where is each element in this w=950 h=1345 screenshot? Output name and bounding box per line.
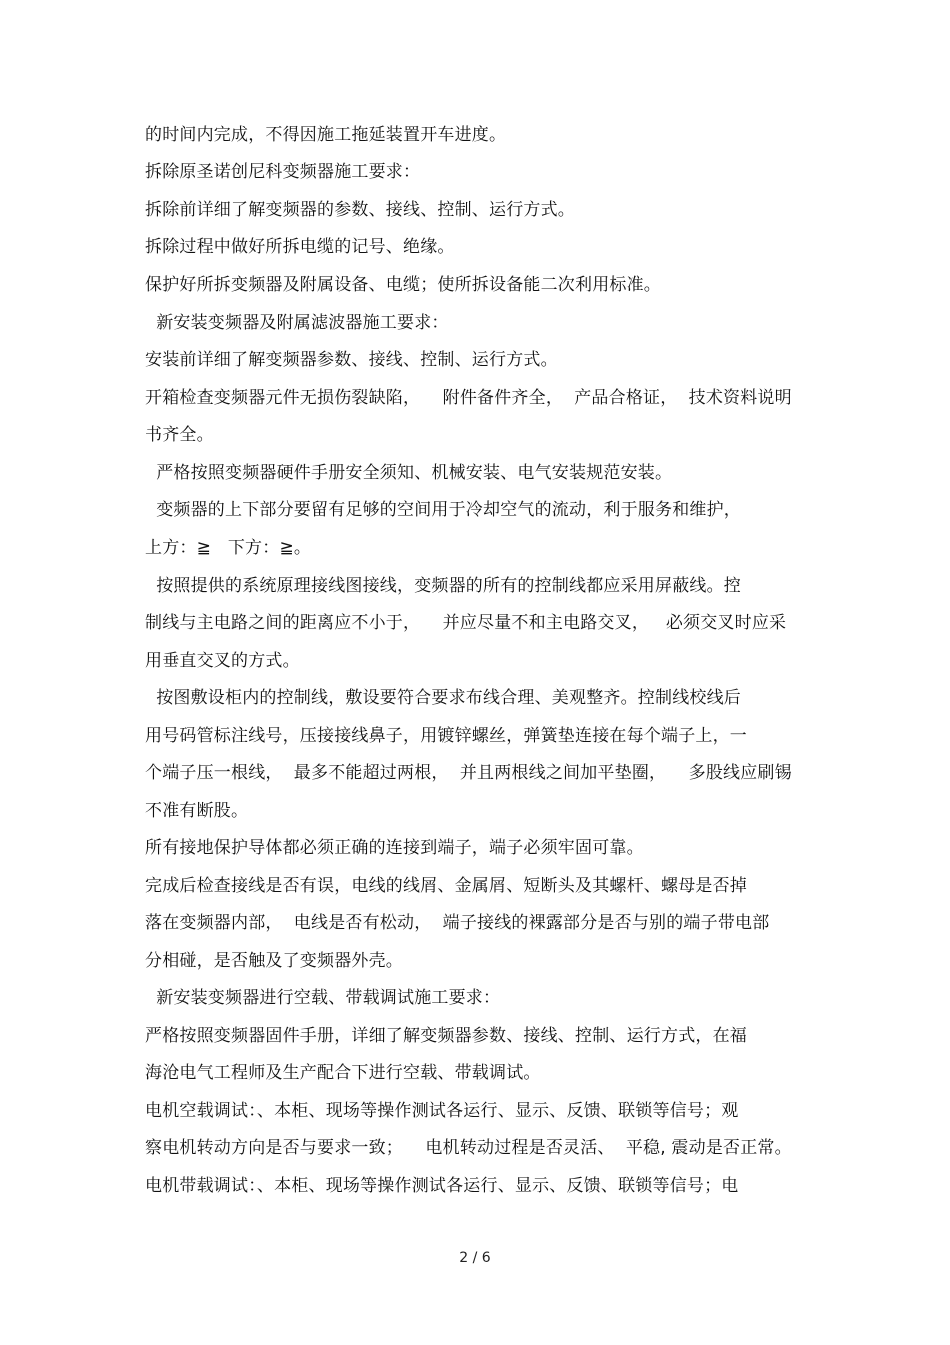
text-line: 不准有断股。 [145, 801, 249, 821]
text-line: 所有接地保护导体都必须正确的连接到端子，端子必须牢固可靠。 [145, 838, 644, 858]
text-line: 保护好所拆变频器及附属设备、电缆；使所拆设备能二次利用标准。 [145, 275, 661, 295]
text-line: 按照提供的系统原理接线图接线，变频器的所有的控制线都应采用屏蔽线。控 [145, 576, 742, 596]
text-line: 开箱检查变频器元件无损伤裂缺陷， 附件备件齐全， 产品合格证， 技术资料说明 [145, 388, 792, 408]
text-line: 电机带载调试：、本柜、现场等操作测试各运行、显示、反馈、联锁等信号；电 [145, 1176, 739, 1196]
text-line: 严格按照变频器硬件手册安全须知、机械安装、电气安装规范安装。 [145, 463, 673, 483]
text-line: 拆除原圣诺创尼科变频器施工要求： [145, 162, 421, 182]
text-line: 海沧电气工程师及生产配合下进行空载、带载调试。 [145, 1063, 541, 1083]
text-line: 拆除前详细了解变频器的参数、接线、控制、运行方式。 [145, 200, 575, 220]
text-line: 完成后检查接线是否有误，电线的线屑、金属屑、短断头及其螺杆、螺母是否掉 [145, 876, 747, 896]
text-line: 严格按照变频器固件手册，详细了解变频器参数、接线、控制、运行方式，在福 [145, 1026, 747, 1046]
text-line: 按图敷设柜内的控制线，敷设要符合要求布线合理、美观整齐。控制线校线后 [145, 688, 742, 708]
text-line: 用垂直交叉的方式。 [145, 651, 300, 671]
text-line: 落在变频器内部， 电线是否有松动， 端子接线的裸露部分是否与别的端子带电部 [145, 913, 770, 933]
text-line: 上方：≧ 下方：≧。 [145, 538, 312, 558]
section-heading: 新安装变频器及附属滤波器施工要求： [145, 313, 449, 333]
text-line: 个端子压一根线， 最多不能超过两根， 并且两根线之间加平垫圈， 多股线应刷锡 [145, 763, 792, 783]
text-line: 分相碰，是否触及了变频器外壳。 [145, 951, 403, 971]
text-line: 制线与主电路之间的距离应不小于， 并应尽量不和主电路交叉， 必须交叉时应采 [145, 613, 787, 633]
text-line: 的时间内完成，不得因施工拖延装置开车进度。 [145, 125, 507, 145]
page-number: 2 / 6 [459, 1250, 491, 1266]
text-line: 察电机转动方向是否与要求一致； 电机转动过程是否灵活、 平稳, 震动是否正常。 [145, 1138, 792, 1158]
text-line: 用号码管标注线号，压接接线鼻子，用镀锌螺丝，弹簧垫连接在每个端子上，一 [145, 726, 747, 746]
section-heading: 新安装变频器进行空载、带载调试施工要求： [145, 988, 501, 1008]
text-line: 安装前详细了解变频器参数、接线、控制、运行方式。 [145, 350, 558, 370]
text-line: 拆除过程中做好所拆电缆的记号、绝缘。 [145, 237, 455, 257]
text-line: 电机空载调试：、本柜、现场等操作测试各运行、显示、反馈、联锁等信号；观 [145, 1101, 739, 1121]
text-line: 变频器的上下部分要留有足够的空间用于冷却空气的流动，利于服务和维护， [145, 500, 742, 520]
text-line: 书齐全。 [145, 425, 214, 445]
